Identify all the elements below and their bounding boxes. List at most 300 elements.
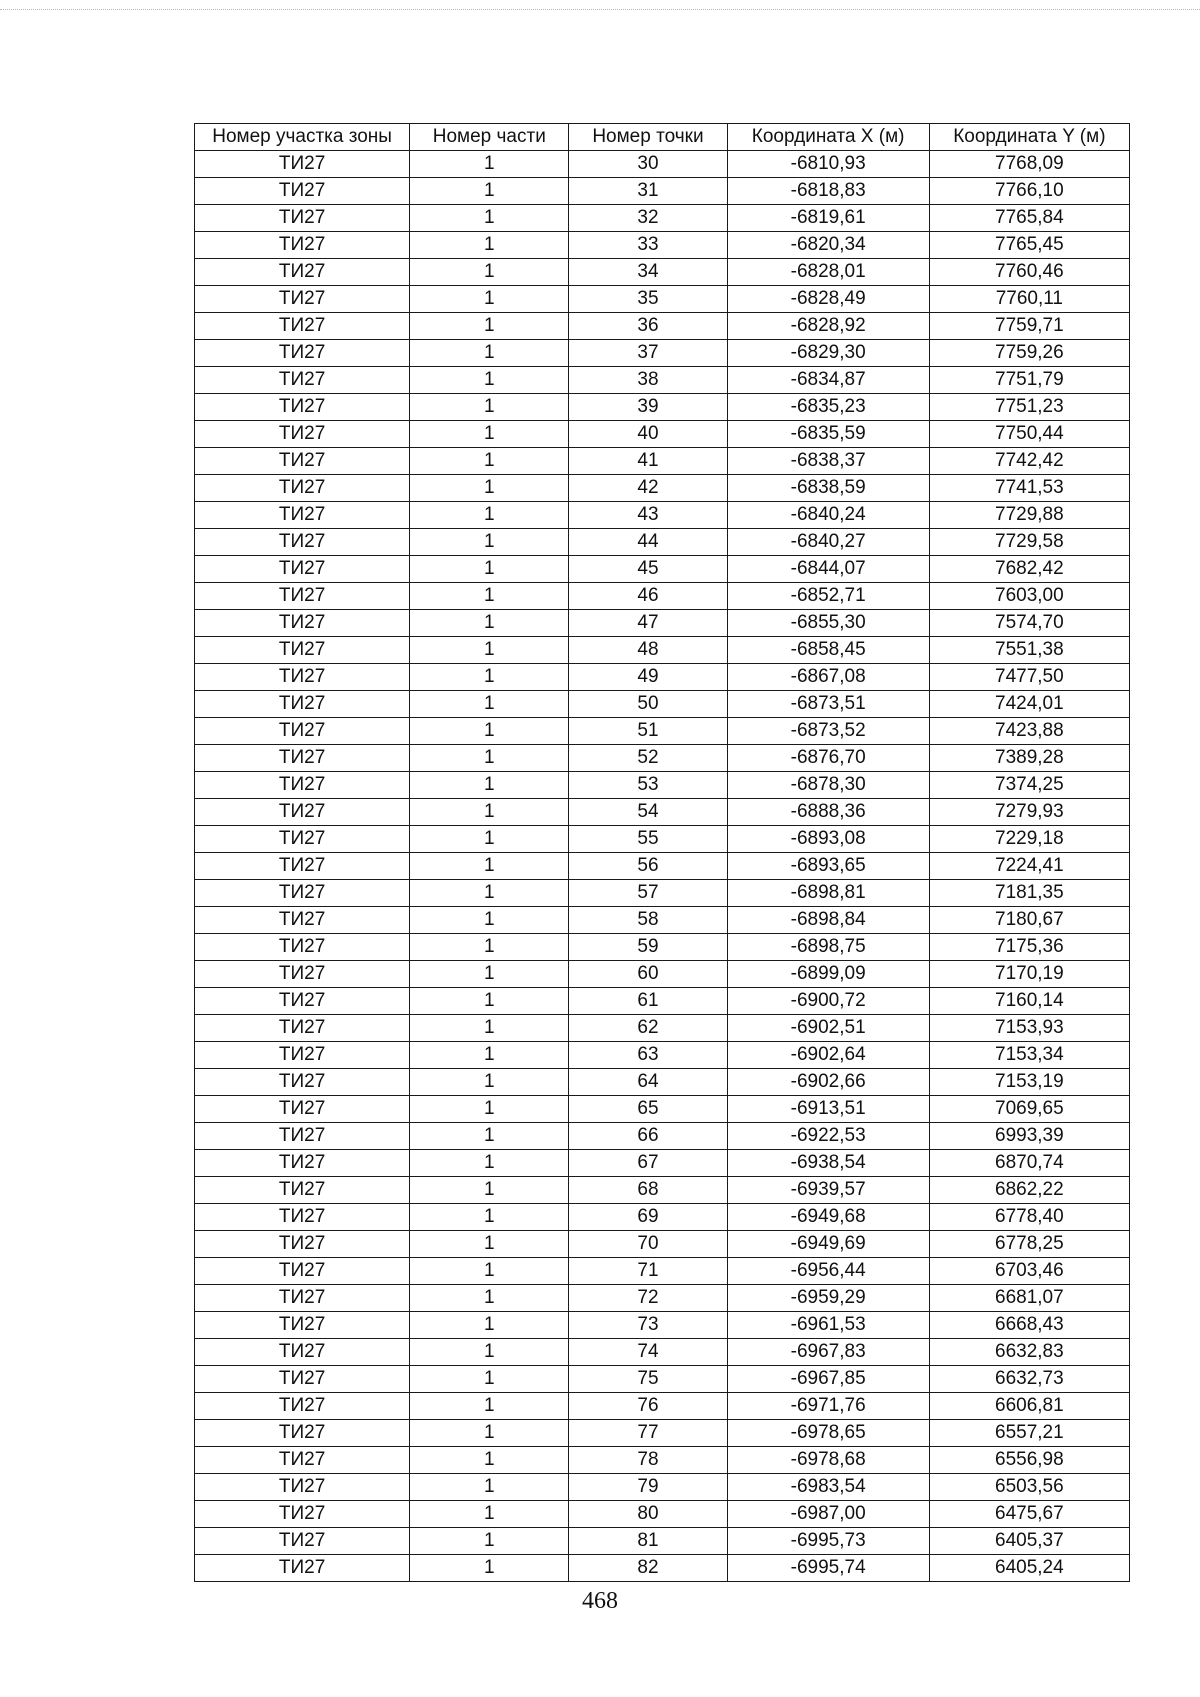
cell-coordinate-x: -6967,85 (727, 1366, 929, 1393)
cell-point-number: 54 (569, 799, 727, 826)
cell-zone-section: ТИ27 (195, 448, 410, 475)
cell-coordinate-x: -6835,23 (727, 394, 929, 421)
cell-coordinate-y: 7759,71 (929, 313, 1129, 340)
cell-part-number: 1 (410, 394, 569, 421)
cell-zone-section: ТИ27 (195, 1258, 410, 1285)
cell-part-number: 1 (410, 799, 569, 826)
cell-coordinate-x: -6840,27 (727, 529, 929, 556)
cell-zone-section: ТИ27 (195, 1420, 410, 1447)
cell-coordinate-y: 7759,26 (929, 340, 1129, 367)
cell-zone-section: ТИ27 (195, 1555, 410, 1582)
cell-zone-section: ТИ27 (195, 394, 410, 421)
cell-zone-section: ТИ27 (195, 151, 410, 178)
table-row (195, 1501, 1130, 1528)
table-row (195, 907, 1130, 934)
cell-coordinate-x: -6835,59 (727, 421, 929, 448)
cell-coordinate-x: -6828,49 (727, 286, 929, 313)
table-row (195, 313, 1130, 340)
cell-coordinate-x: -6828,01 (727, 259, 929, 286)
cell-point-number: 59 (569, 934, 727, 961)
table-row (195, 205, 1130, 232)
header-point-number: Номер точки (569, 124, 727, 151)
table-row (195, 1150, 1130, 1177)
cell-part-number: 1 (410, 826, 569, 853)
cell-part-number: 1 (410, 1447, 569, 1474)
cell-zone-section: ТИ27 (195, 1177, 410, 1204)
cell-coordinate-x: -6852,71 (727, 583, 929, 610)
cell-point-number: 51 (569, 718, 727, 745)
cell-coordinate-x: -6829,30 (727, 340, 929, 367)
cell-zone-section: ТИ27 (195, 502, 410, 529)
cell-zone-section: ТИ27 (195, 1042, 410, 1069)
cell-coordinate-y: 6632,73 (929, 1366, 1129, 1393)
table-row (195, 853, 1130, 880)
cell-part-number: 1 (410, 367, 569, 394)
table-row (195, 664, 1130, 691)
table-row (195, 1177, 1130, 1204)
cell-coordinate-x: -6902,64 (727, 1042, 929, 1069)
table-row (195, 178, 1130, 205)
cell-part-number: 1 (410, 1042, 569, 1069)
cell-coordinate-y: 6405,24 (929, 1555, 1129, 1582)
cell-zone-section: ТИ27 (195, 610, 410, 637)
cell-point-number: 63 (569, 1042, 727, 1069)
cell-point-number: 43 (569, 502, 727, 529)
cell-zone-section: ТИ27 (195, 205, 410, 232)
cell-coordinate-x: -6913,51 (727, 1096, 929, 1123)
cell-coordinate-y: 7424,01 (929, 691, 1129, 718)
cell-coordinate-y: 7760,46 (929, 259, 1129, 286)
cell-coordinate-y: 7750,44 (929, 421, 1129, 448)
cell-point-number: 52 (569, 745, 727, 772)
cell-part-number: 1 (410, 961, 569, 988)
cell-coordinate-y: 7279,93 (929, 799, 1129, 826)
cell-coordinate-x: -6938,54 (727, 1150, 929, 1177)
cell-zone-section: ТИ27 (195, 691, 410, 718)
table-row (195, 1312, 1130, 1339)
cell-coordinate-x: -6867,08 (727, 664, 929, 691)
table-row (195, 421, 1130, 448)
cell-zone-section: ТИ27 (195, 1474, 410, 1501)
table-row (195, 637, 1130, 664)
cell-point-number: 69 (569, 1204, 727, 1231)
cell-coordinate-x: -6893,65 (727, 853, 929, 880)
cell-coordinate-x: -6855,30 (727, 610, 929, 637)
table-row (195, 1447, 1130, 1474)
cell-coordinate-y: 7751,79 (929, 367, 1129, 394)
cell-zone-section: ТИ27 (195, 907, 410, 934)
cell-zone-section: ТИ27 (195, 1150, 410, 1177)
table-row (195, 529, 1130, 556)
cell-point-number: 35 (569, 286, 727, 313)
cell-part-number: 1 (410, 1339, 569, 1366)
cell-point-number: 71 (569, 1258, 727, 1285)
cell-zone-section: ТИ27 (195, 826, 410, 853)
cell-coordinate-y: 7389,28 (929, 745, 1129, 772)
cell-zone-section: ТИ27 (195, 745, 410, 772)
cell-coordinate-y: 7180,67 (929, 907, 1129, 934)
cell-point-number: 39 (569, 394, 727, 421)
cell-coordinate-y: 6703,46 (929, 1258, 1129, 1285)
cell-coordinate-y: 7742,42 (929, 448, 1129, 475)
table-row (195, 988, 1130, 1015)
table-row (195, 718, 1130, 745)
cell-part-number: 1 (410, 988, 569, 1015)
cell-part-number: 1 (410, 313, 569, 340)
table-row (195, 367, 1130, 394)
cell-part-number: 1 (410, 475, 569, 502)
cell-point-number: 81 (569, 1528, 727, 1555)
header-coordinate-y: Координата Y (м) (929, 124, 1129, 151)
cell-coordinate-y: 7603,00 (929, 583, 1129, 610)
table-row (195, 745, 1130, 772)
cell-zone-section: ТИ27 (195, 1528, 410, 1555)
table-row (195, 1096, 1130, 1123)
cell-zone-section: ТИ27 (195, 799, 410, 826)
cell-point-number: 37 (569, 340, 727, 367)
cell-zone-section: ТИ27 (195, 880, 410, 907)
table-row (195, 1393, 1130, 1420)
cell-coordinate-y: 7175,36 (929, 934, 1129, 961)
coordinates-table (194, 123, 1130, 1582)
cell-zone-section: ТИ27 (195, 367, 410, 394)
cell-part-number: 1 (410, 583, 569, 610)
cell-coordinate-x: -6900,72 (727, 988, 929, 1015)
cell-zone-section: ТИ27 (195, 421, 410, 448)
cell-coordinate-x: -6888,36 (727, 799, 929, 826)
cell-part-number: 1 (410, 556, 569, 583)
cell-coordinate-y: 7765,84 (929, 205, 1129, 232)
cell-zone-section: ТИ27 (195, 1366, 410, 1393)
cell-coordinate-y: 6503,56 (929, 1474, 1129, 1501)
cell-coordinate-y: 7760,11 (929, 286, 1129, 313)
cell-part-number: 1 (410, 1177, 569, 1204)
cell-coordinate-y: 7477,50 (929, 664, 1129, 691)
cell-point-number: 77 (569, 1420, 727, 1447)
table-header-row (195, 124, 1130, 151)
cell-coordinate-y: 6475,67 (929, 1501, 1129, 1528)
cell-coordinate-x: -6949,68 (727, 1204, 929, 1231)
cell-part-number: 1 (410, 880, 569, 907)
cell-zone-section: ТИ27 (195, 1501, 410, 1528)
cell-zone-section: ТИ27 (195, 1069, 410, 1096)
table-row (195, 502, 1130, 529)
cell-part-number: 1 (410, 907, 569, 934)
cell-part-number: 1 (410, 934, 569, 961)
cell-zone-section: ТИ27 (195, 232, 410, 259)
cell-part-number: 1 (410, 529, 569, 556)
table-row (195, 772, 1130, 799)
cell-coordinate-y: 6405,37 (929, 1528, 1129, 1555)
cell-coordinate-y: 6557,21 (929, 1420, 1129, 1447)
cell-coordinate-y: 7766,10 (929, 178, 1129, 205)
cell-coordinate-y: 6778,25 (929, 1231, 1129, 1258)
cell-part-number: 1 (410, 637, 569, 664)
cell-point-number: 68 (569, 1177, 727, 1204)
cell-point-number: 32 (569, 205, 727, 232)
header-zone-section-number: Номер участка зоны (195, 124, 410, 151)
cell-coordinate-y: 6681,07 (929, 1285, 1129, 1312)
cell-coordinate-x: -6838,59 (727, 475, 929, 502)
cell-coordinate-x: -6961,53 (727, 1312, 929, 1339)
cell-point-number: 65 (569, 1096, 727, 1123)
table-row (195, 475, 1130, 502)
cell-part-number: 1 (410, 1123, 569, 1150)
cell-coordinate-y: 7768,09 (929, 151, 1129, 178)
cell-zone-section: ТИ27 (195, 1339, 410, 1366)
cell-zone-section: ТИ27 (195, 340, 410, 367)
cell-point-number: 56 (569, 853, 727, 880)
table-row (195, 1015, 1130, 1042)
header-part-number: Номер части (410, 124, 569, 151)
cell-point-number: 33 (569, 232, 727, 259)
header-coordinate-x: Координата X (м) (727, 124, 929, 151)
table-row (195, 1258, 1130, 1285)
cell-coordinate-y: 7181,35 (929, 880, 1129, 907)
cell-coordinate-x: -6876,70 (727, 745, 929, 772)
cell-coordinate-y: 6778,40 (929, 1204, 1129, 1231)
cell-point-number: 44 (569, 529, 727, 556)
cell-part-number: 1 (410, 1069, 569, 1096)
cell-part-number: 1 (410, 1555, 569, 1582)
cell-coordinate-y: 7574,70 (929, 610, 1129, 637)
table-row (195, 1231, 1130, 1258)
cell-coordinate-y: 6862,22 (929, 1177, 1129, 1204)
cell-part-number: 1 (410, 1096, 569, 1123)
cell-coordinate-x: -6939,57 (727, 1177, 929, 1204)
cell-point-number: 47 (569, 610, 727, 637)
cell-coordinate-x: -6978,65 (727, 1420, 929, 1447)
cell-point-number: 80 (569, 1501, 727, 1528)
cell-coordinate-y: 7551,38 (929, 637, 1129, 664)
cell-part-number: 1 (410, 853, 569, 880)
cell-part-number: 1 (410, 1366, 569, 1393)
cell-point-number: 50 (569, 691, 727, 718)
cell-part-number: 1 (410, 1015, 569, 1042)
cell-point-number: 66 (569, 1123, 727, 1150)
cell-coordinate-x: -6987,00 (727, 1501, 929, 1528)
table-row (195, 1555, 1130, 1582)
cell-coordinate-x: -6873,51 (727, 691, 929, 718)
cell-part-number: 1 (410, 1528, 569, 1555)
cell-zone-section: ТИ27 (195, 988, 410, 1015)
cell-coordinate-x: -6834,87 (727, 367, 929, 394)
cell-coordinate-y: 7751,23 (929, 394, 1129, 421)
cell-point-number: 60 (569, 961, 727, 988)
cell-coordinate-x: -6828,92 (727, 313, 929, 340)
cell-point-number: 79 (569, 1474, 727, 1501)
table-row (195, 1339, 1130, 1366)
cell-coordinate-x: -6922,53 (727, 1123, 929, 1150)
cell-coordinate-x: -6818,83 (727, 178, 929, 205)
page-number: 468 (582, 1588, 618, 1614)
cell-coordinate-y: 6632,83 (929, 1339, 1129, 1366)
cell-coordinate-x: -6858,45 (727, 637, 929, 664)
cell-coordinate-y: 7729,88 (929, 502, 1129, 529)
cell-coordinate-x: -6878,30 (727, 772, 929, 799)
cell-zone-section: ТИ27 (195, 664, 410, 691)
cell-coordinate-x: -6873,52 (727, 718, 929, 745)
cell-zone-section: ТИ27 (195, 637, 410, 664)
cell-point-number: 36 (569, 313, 727, 340)
cell-zone-section: ТИ27 (195, 556, 410, 583)
cell-point-number: 34 (569, 259, 727, 286)
cell-zone-section: ТИ27 (195, 934, 410, 961)
cell-coordinate-y: 6556,98 (929, 1447, 1129, 1474)
cell-part-number: 1 (410, 1474, 569, 1501)
cell-point-number: 74 (569, 1339, 727, 1366)
cell-coordinate-y: 7682,42 (929, 556, 1129, 583)
cell-part-number: 1 (410, 1204, 569, 1231)
cell-point-number: 30 (569, 151, 727, 178)
cell-part-number: 1 (410, 745, 569, 772)
cell-coordinate-y: 6606,81 (929, 1393, 1129, 1420)
cell-coordinate-x: -6995,74 (727, 1555, 929, 1582)
cell-part-number: 1 (410, 286, 569, 313)
cell-zone-section: ТИ27 (195, 259, 410, 286)
table-row (195, 1123, 1130, 1150)
cell-part-number: 1 (410, 1258, 569, 1285)
cell-zone-section: ТИ27 (195, 1231, 410, 1258)
cell-part-number: 1 (410, 421, 569, 448)
table-row (195, 1528, 1130, 1555)
table-row (195, 1204, 1130, 1231)
cell-coordinate-x: -6844,07 (727, 556, 929, 583)
table-row (195, 880, 1130, 907)
cell-coordinate-x: -6898,81 (727, 880, 929, 907)
table-body (195, 151, 1130, 1582)
cell-point-number: 67 (569, 1150, 727, 1177)
scan-edge-line (0, 9, 1200, 10)
cell-zone-section: ТИ27 (195, 961, 410, 988)
cell-part-number: 1 (410, 772, 569, 799)
cell-point-number: 76 (569, 1393, 727, 1420)
cell-zone-section: ТИ27 (195, 1204, 410, 1231)
cell-zone-section: ТИ27 (195, 583, 410, 610)
cell-part-number: 1 (410, 340, 569, 367)
cell-point-number: 48 (569, 637, 727, 664)
table-row (195, 232, 1130, 259)
cell-coordinate-x: -6820,34 (727, 232, 929, 259)
cell-coordinate-x: -6899,09 (727, 961, 929, 988)
cell-point-number: 58 (569, 907, 727, 934)
cell-coordinate-x: -6898,75 (727, 934, 929, 961)
cell-zone-section: ТИ27 (195, 178, 410, 205)
table-row (195, 394, 1130, 421)
cell-coordinate-x: -6840,24 (727, 502, 929, 529)
cell-coordinate-y: 7153,93 (929, 1015, 1129, 1042)
cell-part-number: 1 (410, 1285, 569, 1312)
cell-coordinate-x: -6959,29 (727, 1285, 929, 1312)
cell-part-number: 1 (410, 1231, 569, 1258)
cell-coordinate-x: -6971,76 (727, 1393, 929, 1420)
cell-zone-section: ТИ27 (195, 772, 410, 799)
table-row (195, 961, 1130, 988)
cell-coordinate-x: -6838,37 (727, 448, 929, 475)
cell-part-number: 1 (410, 151, 569, 178)
cell-zone-section: ТИ27 (195, 475, 410, 502)
cell-point-number: 64 (569, 1069, 727, 1096)
cell-part-number: 1 (410, 1501, 569, 1528)
cell-coordinate-y: 6870,74 (929, 1150, 1129, 1177)
cell-zone-section: ТИ27 (195, 1123, 410, 1150)
cell-coordinate-y: 6668,43 (929, 1312, 1129, 1339)
cell-coordinate-x: -6893,08 (727, 826, 929, 853)
cell-coordinate-y: 7224,41 (929, 853, 1129, 880)
cell-point-number: 45 (569, 556, 727, 583)
cell-part-number: 1 (410, 178, 569, 205)
table-row (195, 1042, 1130, 1069)
table-row (195, 1069, 1130, 1096)
cell-part-number: 1 (410, 448, 569, 475)
cell-part-number: 1 (410, 1393, 569, 1420)
cell-coordinate-y: 7153,34 (929, 1042, 1129, 1069)
cell-part-number: 1 (410, 1420, 569, 1447)
cell-coordinate-y: 7153,19 (929, 1069, 1129, 1096)
cell-point-number: 31 (569, 178, 727, 205)
cell-zone-section: ТИ27 (195, 1285, 410, 1312)
cell-zone-section: ТИ27 (195, 529, 410, 556)
cell-coordinate-y: 7729,58 (929, 529, 1129, 556)
cell-coordinate-x: -6956,44 (727, 1258, 929, 1285)
cell-point-number: 57 (569, 880, 727, 907)
table-row (195, 934, 1130, 961)
cell-coordinate-y: 7374,25 (929, 772, 1129, 799)
cell-coordinate-y: 7229,18 (929, 826, 1129, 853)
cell-coordinate-y: 7160,14 (929, 988, 1129, 1015)
cell-zone-section: ТИ27 (195, 1096, 410, 1123)
cell-point-number: 78 (569, 1447, 727, 1474)
table-row (195, 583, 1130, 610)
cell-coordinate-x: -6810,93 (727, 151, 929, 178)
cell-point-number: 62 (569, 1015, 727, 1042)
cell-coordinate-x: -6967,83 (727, 1339, 929, 1366)
cell-point-number: 55 (569, 826, 727, 853)
cell-zone-section: ТИ27 (195, 1447, 410, 1474)
cell-point-number: 49 (569, 664, 727, 691)
cell-part-number: 1 (410, 259, 569, 286)
table-row (195, 286, 1130, 313)
cell-coordinate-x: -6819,61 (727, 205, 929, 232)
cell-part-number: 1 (410, 691, 569, 718)
cell-zone-section: ТИ27 (195, 313, 410, 340)
cell-point-number: 72 (569, 1285, 727, 1312)
cell-point-number: 40 (569, 421, 727, 448)
cell-coordinate-x: -6978,68 (727, 1447, 929, 1474)
cell-coordinate-y: 7423,88 (929, 718, 1129, 745)
cell-part-number: 1 (410, 1312, 569, 1339)
cell-coordinate-x: -6902,51 (727, 1015, 929, 1042)
cell-coordinate-x: -6898,84 (727, 907, 929, 934)
cell-part-number: 1 (410, 502, 569, 529)
cell-part-number: 1 (410, 232, 569, 259)
table-row (195, 151, 1130, 178)
cell-zone-section: ТИ27 (195, 1015, 410, 1042)
table-row (195, 691, 1130, 718)
table-row (195, 610, 1130, 637)
cell-coordinate-y: 6993,39 (929, 1123, 1129, 1150)
cell-coordinate-y: 7069,65 (929, 1096, 1129, 1123)
table-row (195, 259, 1130, 286)
cell-coordinate-y: 7765,45 (929, 232, 1129, 259)
cell-point-number: 75 (569, 1366, 727, 1393)
cell-part-number: 1 (410, 664, 569, 691)
cell-zone-section: ТИ27 (195, 853, 410, 880)
cell-point-number: 41 (569, 448, 727, 475)
table-row (195, 1366, 1130, 1393)
cell-point-number: 73 (569, 1312, 727, 1339)
table-row (195, 340, 1130, 367)
